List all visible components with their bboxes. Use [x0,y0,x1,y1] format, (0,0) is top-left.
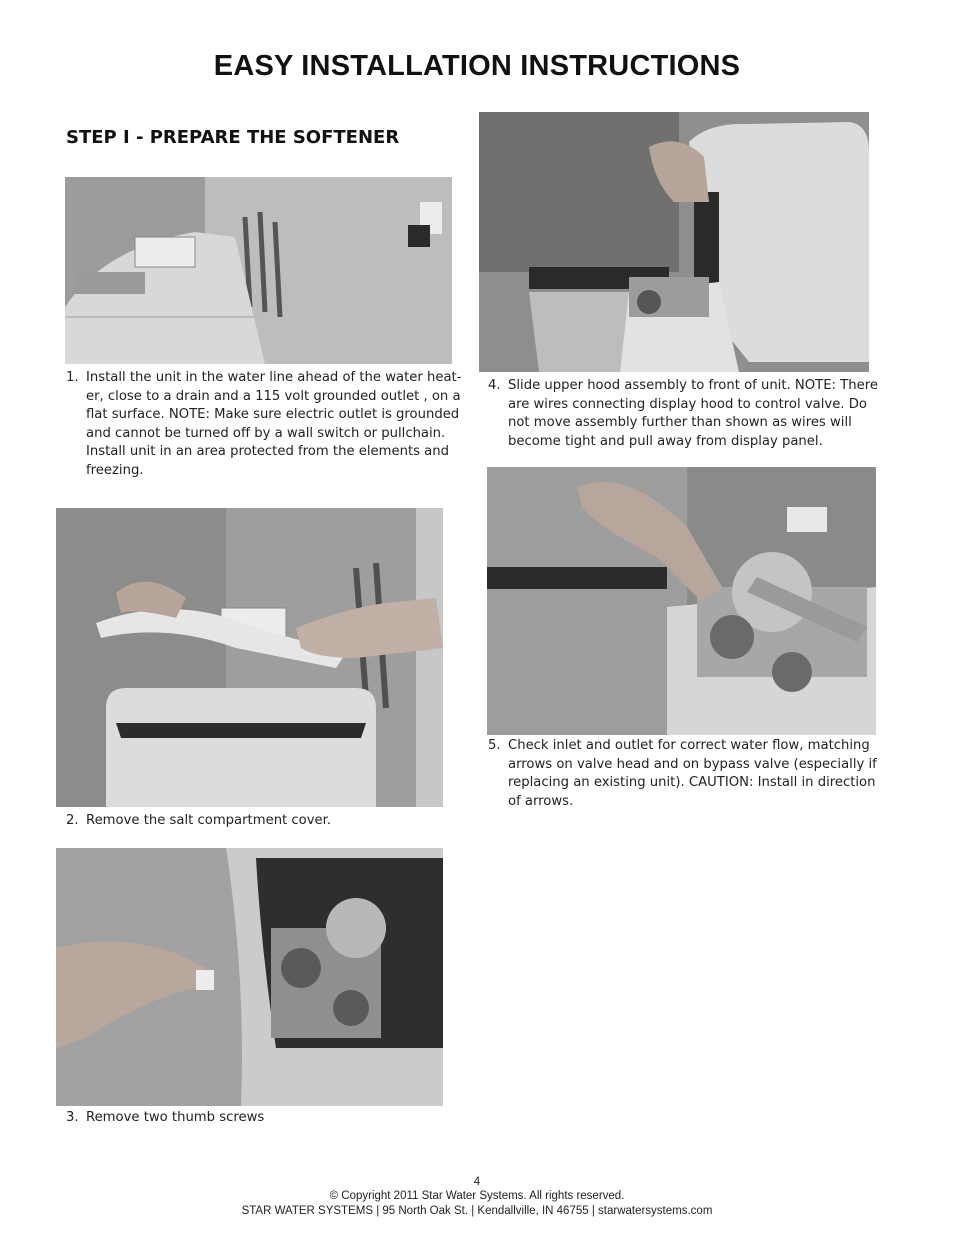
step-text: Slide upper hood assembly to front of unit. NOTE: There are wires connecting display hood to control valve. Do not move assembly further than shown as wires will become tight and pull away from display panel. [508,378,878,449]
step-number: 3. [66,1110,79,1125]
step-text: Remove two thumb screws [86,1110,265,1125]
page-title: EASY INSTALLATION INSTRUCTIONS [213,50,741,82]
step-4-caption [488,377,880,451]
step-3-caption [66,1109,456,1128]
step-text: Check inlet and outlet for correct water flow, matching arrows on valve head and on bypass valve (especially if replacing an existing unit). CAUTION: Install in direction of arrows. [508,738,877,809]
step-text: Install the unit in the water line ahead of the water heat-er, close to a drain and a 115 volt grounded outlet , on a flat surface. NOTE: Make sure electric outlet is grounded and cannot be turned off by a wall switch or pullchain. Install unit in an area protected from the elements and freezing. [86,370,462,478]
step-1-caption [66,369,462,481]
step-number: 5. [488,738,501,753]
photo-remove-salt-cover [56,508,443,807]
photo-softener-installed [65,177,452,364]
step-text: Remove the salt compartment cover. [86,813,332,828]
company-address: STAR WATER SYSTEMS | 95 North Oak St. | Kendallville, IN 46755 | starwatersystems.com [241,1205,713,1217]
step-heading: STEP I - PREPARE THE SOFTENER [66,127,400,148]
step-number: 1. [66,370,79,385]
page-number: 4 [473,1176,481,1188]
step-5-caption [488,737,880,811]
step-number: 4. [488,378,501,393]
photo-remove-thumb-screws [56,848,443,1106]
photo-slide-hood [479,112,869,372]
copyright-line: © Copyright 2011 Star Water Systems. All rights reserved. [329,1190,625,1202]
photo-check-flow-arrows [487,467,876,735]
step-number: 2. [66,813,79,828]
step-2-caption [66,812,456,831]
